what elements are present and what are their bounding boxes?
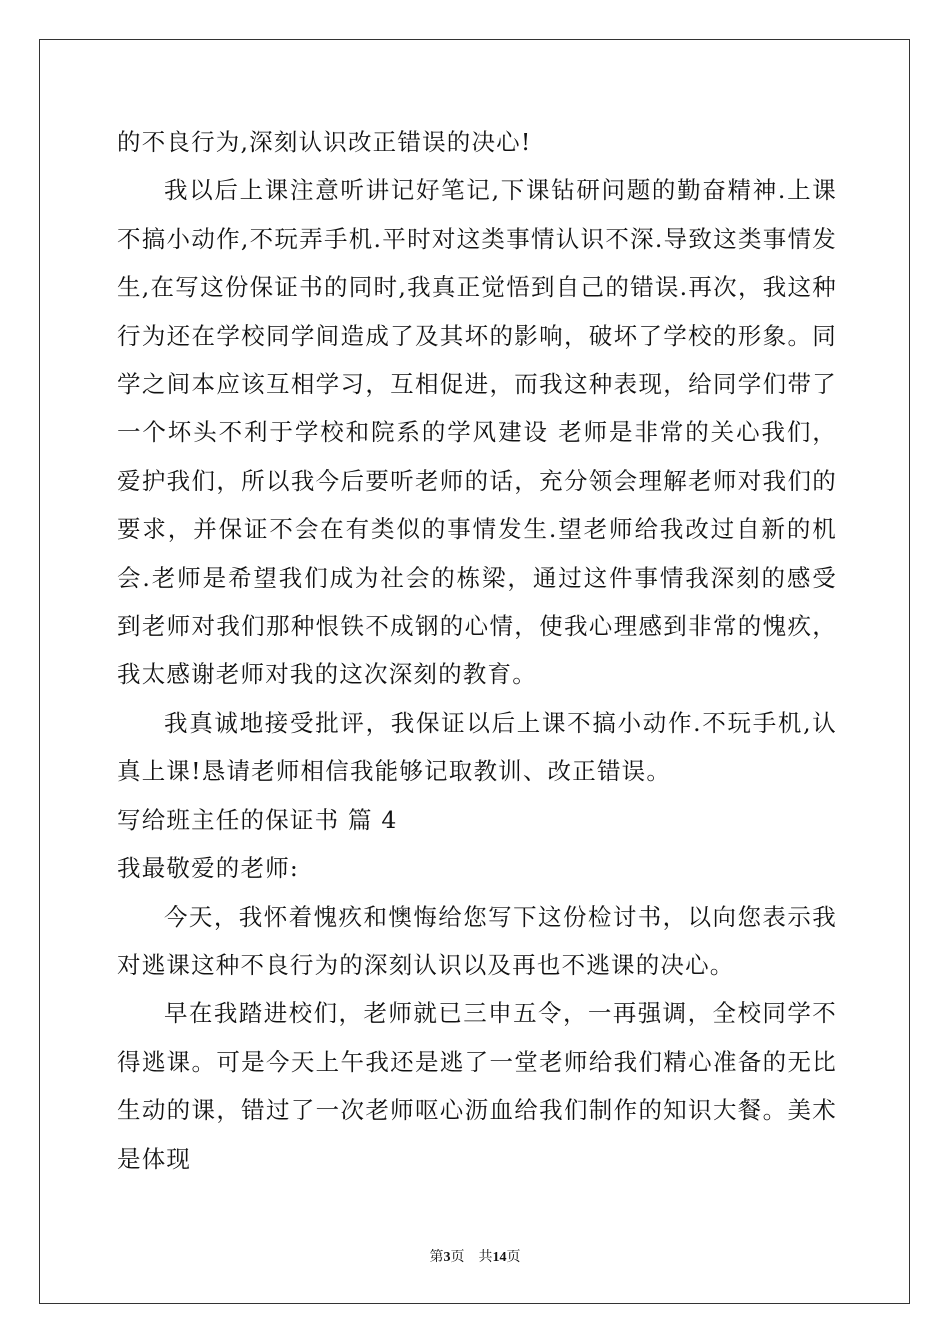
total-suffix: 页 (506, 1250, 521, 1265)
total-page-count: 14 (492, 1250, 507, 1265)
paragraph-continuation: 的不良行为,深刻认识改正错误的决心! (117, 128, 532, 156)
page-suffix: 页 (450, 1250, 465, 1265)
paragraph-intro: 今天，我怀着愧疚和懊悔给您写下这份检讨书，以向您表示我对逃课这种不良行为的深刻认识以及再也不逃课的决心。 (117, 902, 837, 979)
paragraph-promise: 我真诚地接受批评，我保证以后上课不搞小动作.不玩手机,认真上课!恳请老师相信我能够记取教训、改正错误。 (117, 708, 837, 786)
salutation: 我最敬爱的老师: (117, 854, 300, 883)
body-text (117, 118, 837, 1183)
paragraph-body: 早在我踏进校们，老师就已三申五令，一再强调，全校同学不得逃课。可是今天上午我还是逃了一堂老师给我们精心准备的无比生动的课，错过了一次老师呕心沥血给我们制作的知识大餐。美术是体现 (117, 999, 837, 1173)
total-prefix: 共 (478, 1250, 493, 1265)
paragraph-main: 我以后上课注意听讲记好笔记,下课钻研问题的勤奋精神.上课不搞小动作,不玩弄手机.平时对这类事情认识不深.导致这类事情发生,在写这份保证书的同时,我真正觉悟到自己的错误.再次，我这种行为还在学校同学间造成了及其坏的影响，破坏了学校的形象。同学之间本应该互相学习，互相促进，而我这种表现，给同学们带了一个坏头不利于学校和院系的学风建设 老师是非常的关心我们，爱护我们，所以我今后要听老师的话，充分领会理解老师对我们的要求，并保证不会在有类似的事情发生.望老师给我改过自新的机会.老师是希望我们成为社会的栋梁，通过这件事情我深刻的感受到老师对我们那种恨铁不成钢的心情，使我心理感到非常的愧疚，我太感谢老师对我的这次深刻的教育。 (117, 176, 837, 689)
current-page-number: 3 (443, 1250, 451, 1265)
page-footer (0, 1246, 950, 1266)
page-prefix: 第 (429, 1250, 444, 1265)
section-heading: 写给班主任的保证书 篇 4 (117, 805, 398, 834)
